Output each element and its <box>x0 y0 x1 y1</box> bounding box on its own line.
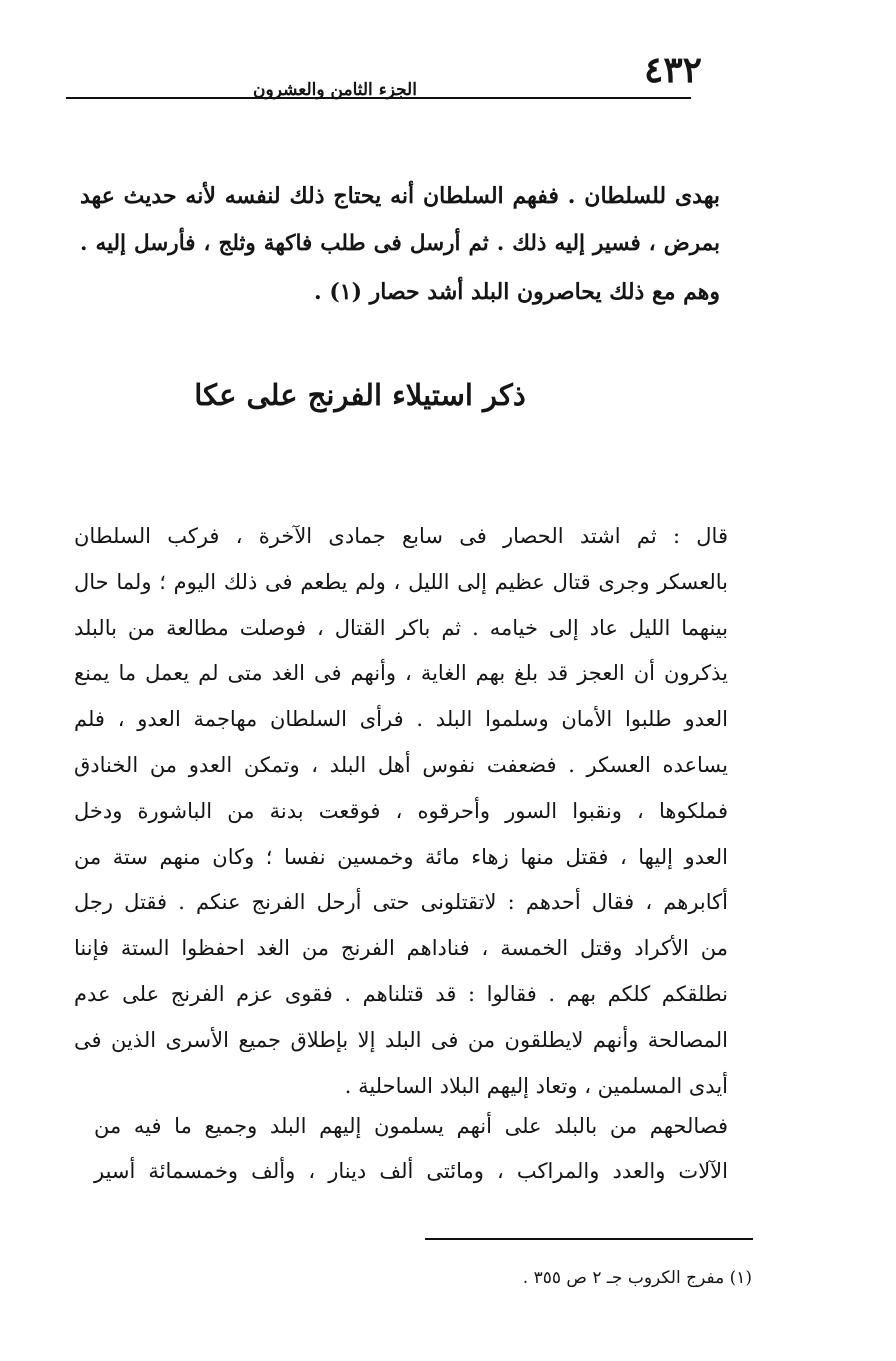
text-line: العدو طلبوا الأمان وسلموا البلد . فرأى السلطان مهاجمة العدو ، فلم <box>74 707 728 732</box>
page-number: ٤٣٢ <box>643 49 702 91</box>
header-rule <box>66 97 691 99</box>
footnote: (١) مفرج الكروب جـ ٢ ص ٣٥٥ . <box>522 1268 752 1288</box>
text-line: بهدى للسلطان . ففهم السلطان أنه يحتاج ذلك لنفسه لأنه حديث عهد <box>80 183 720 209</box>
running-head: الجزء الثامن والعشرون <box>253 80 417 100</box>
text-line: المصالحة وأنهم لايطلقون من فى البلد إلا بإطلاق جميع الأسرى الذين فى <box>74 1027 728 1052</box>
text-line: أيدى المسلمين ، وتعاد إليهم البلاد الساحلية . <box>344 1073 728 1098</box>
text-line: بينهما الليل عاد إلى خيامه . ثم باكر القتال ، فوصلت مطالعة من بالبلد <box>74 615 728 640</box>
section-heading: ذكر استيلاء الفرنج على عكا <box>194 378 526 412</box>
text-line: وهم مع ذلك يحاصرون البلد أشد حصار (١) . <box>314 279 720 305</box>
text-line: فصالحهم من بالبلد على أنهم يسلمون إليهم البلد وجميع ما فيه من <box>94 1114 728 1138</box>
text-line: الآلات والعدد والمراكب ، ومائتى ألف دينار ، وألف وخمسمائة أسير <box>94 1159 728 1183</box>
text-line: أكابرهم ، فقال أحدهم : لاتقتلونى حتى أرحل الفرنج عنكم . فقتل رجل <box>74 890 728 915</box>
text-line: بالعسكر وجرى قتال عظيم إلى الليل ، ولم يطعم فى ذلك اليوم ؛ ولما حال <box>74 569 728 594</box>
text-line: يذكرون أن العجز قد بلغ بهم الغاية ، وأنهم فى الغد متى لم يعمل ما يمنع <box>74 661 728 686</box>
second-paragraph <box>94 1104 728 1194</box>
body-paragraph <box>74 514 728 1109</box>
text-line: العدو إليها ، فقتل منها زهاء مائة وخمسين نفسا ؛ وكان منهم ستة من <box>74 844 728 869</box>
opening-paragraph <box>80 172 720 316</box>
text-line: نطلقكم كلكم بهم . فقالوا : قد قتلناهم . فقوى عزم الفرنج على عدم <box>74 981 728 1006</box>
text-line: قال : ثم اشتد الحصار فى سابع جمادى الآخرة ، فركب السلطان <box>74 524 728 548</box>
text-line: فملكوها ، ونقبوا السور وأحرقوه ، فوقعت بدنة من الباشورة ودخل <box>74 798 728 823</box>
footnote-rule <box>425 1238 753 1240</box>
text-line: من الأكراد وقتل الخمسة ، فناداهم الفرنج من الغد احفظوا الستة فإننا <box>74 936 728 961</box>
text-line: يساعده العسكر . فضعفت نفوس أهل البلد ، وتمكن العدو من الخنادق <box>74 752 728 777</box>
text-line: بمرض ، فسير إليه ذلك . ثم أرسل فى طلب فاكهة وثلج ، فأرسل إليه . <box>80 231 720 256</box>
